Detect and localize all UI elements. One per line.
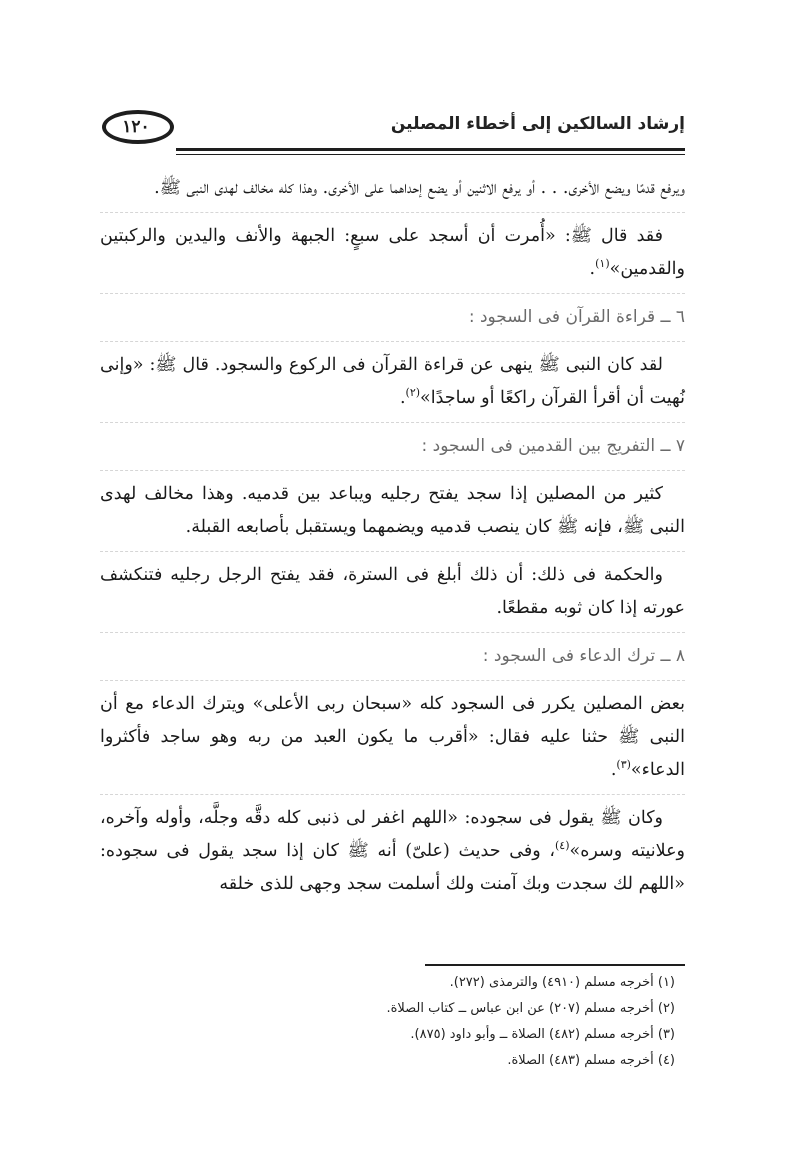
footnote-marker: (١)	[595, 257, 610, 271]
section-heading: ٨ ــ ترك الدعاء فى السجود :	[482, 646, 685, 666]
paragraph-tail: ، وفى حديث (علىّ) أنه ﷺ كان إذا سجد يقول فى سجوده: «اللهم لك سجدت وبك آمنت ولك أسلمت سجد وجهى للذى خلقه	[100, 841, 685, 894]
paragraph	[100, 478, 685, 544]
paragraph-separator	[100, 293, 685, 294]
paragraph	[100, 559, 685, 625]
paragraph	[100, 349, 685, 415]
header-rule	[176, 148, 685, 151]
paragraph-tail: .	[589, 259, 596, 279]
footnotes	[100, 970, 685, 1074]
paragraph-separator	[100, 551, 685, 552]
section-heading: ٧ ــ التفريج بين القدمين فى السجود :	[421, 436, 685, 456]
paragraph-separator	[100, 212, 685, 213]
paragraph-text: وكان ﷺ يقول فى سجوده: «اللهم اغفر لى ذنبى كله دقَّه وجلَّه، وأوله وآخره، وعلانيته وسره»	[100, 808, 686, 861]
paragraph-separator	[100, 632, 685, 633]
footnote-marker: (٣)	[616, 758, 631, 772]
book-title: إرشاد السالكين إلى أخطاء المصلين	[390, 114, 685, 134]
paragraph	[100, 688, 685, 787]
paragraph-separator	[100, 341, 685, 342]
footnote: (٣) أخرجه مسلم (٤٨٢) الصلاة ــ وأبو داود (٨٧٥).	[410, 1027, 675, 1042]
paragraph-tail: .	[610, 760, 617, 780]
footnote-marker: (٢)	[405, 386, 421, 400]
running-header	[100, 110, 685, 156]
paragraph-text: لقد كان النبى ﷺ ينهى عن قراءة القرآن فى الركوع والسجود. قال ﷺ: «وإنى نُهيت أن أقرأ القرآن راكعًا أو ساجدًا»	[100, 355, 685, 408]
main-text	[100, 172, 685, 908]
paragraph	[100, 220, 685, 286]
paragraph	[100, 802, 685, 901]
paragraph-separator	[100, 794, 685, 795]
paragraph-separator	[100, 422, 685, 423]
footnote-marker: (٤)	[555, 839, 570, 853]
page-number: ١٢٠	[122, 117, 150, 137]
footnote: (٢) أخرجه مسلم (٢٠٧) عن ابن عباس ــ كتاب الصلاة.	[386, 1001, 675, 1016]
section-heading: ٦ ــ قراءة القرآن فى السجود :	[468, 307, 685, 327]
paragraph	[100, 172, 685, 205]
footnote-rule	[425, 964, 685, 966]
paragraph-text: والحكمة فى ذلك: أن ذلك أبلغ فى السترة، فقد يفتح الرجل رجليه فتنكشف عورته إذا كان ثوبه مقطعًا.	[100, 565, 685, 618]
paragraph-text: فقد قال ﷺ: «أُمرت أن أسجد على سبعٍ: الجبهة والأنف واليدين والركبتين والقدمين»	[100, 226, 685, 279]
paragraph-separator	[100, 680, 685, 681]
paragraph-text: ويرفع قدمًا ويضع الأخرى. . . أو يرفع الاثنين أو يضع إحداهما على الأخرى. وهذا كله مخالف لهدى النبى ﷺ.	[154, 178, 685, 198]
header-rule-thin	[176, 154, 685, 155]
paragraph-tail: .	[399, 388, 406, 408]
paragraph-text: بعض المصلين يكرر فى السجود كله «سبحان ربى الأعلى» ويترك الدعاء مع أن النبى ﷺ حثنا عليه فقال: «أقرب ما يكون العبد من ربه وهو ساجد فأكثروا الدعاء»	[100, 694, 685, 780]
paragraph-text: كثير من المصلين إذا سجد يفتح رجليه ويباعد بين قدميه. وهذا مخالف لهدى النبى ﷺ، فإنه ﷺ كان ينصب قدميه ويضمهما ويستقبل بأصابعه القبلة.	[100, 484, 685, 537]
paragraph-separator	[100, 470, 685, 471]
footnote: (٤) أخرجه مسلم (٤٨٣) الصلاة.	[507, 1053, 675, 1068]
footnote: (١) أخرجه مسلم (٤٩١٠) والترمذى (٢٧٢).	[449, 975, 675, 990]
